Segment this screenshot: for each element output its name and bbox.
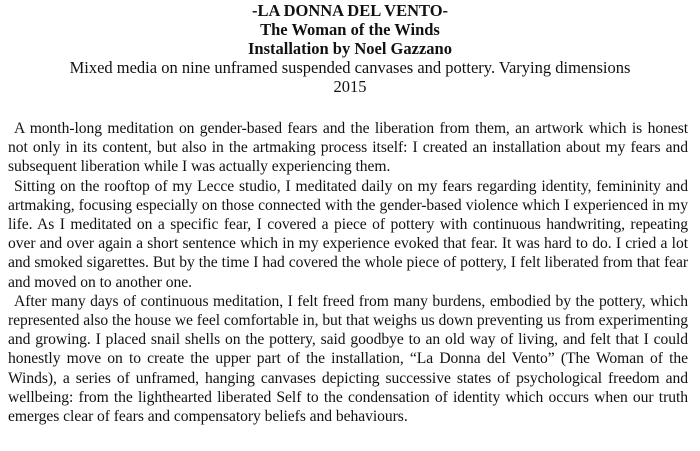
statement-paragraph-3: After many days of continuous meditation, I felt freed from many burdens, embodied by the pottery, which represented also the house we feel comfortable in, but that weighs us down preventing us from experimenting and growing. I placed snail shells on the pottery, said goodbye to an old way of living, and felt that I could honestly move on to create the upper part of the installation, “La Donna del Vento” (The Woman of the Winds), a series of unframed, hanging canvases depicting successive states of psychological freedom and wellbeing: from the lighthearted liberated Self to the condensation of identity which occurs when our truth emerges clear of fears and compensatory beliefs and behaviours. <box>8 292 688 426</box>
artwork-title: -LA DONNA DEL VENTO- <box>251 1 449 20</box>
artwork-year: 2015 <box>333 77 367 96</box>
statement-paragraph-2: Sitting on the rooftop of my Lecce studio, I meditated daily on my fears regarding identity, femininity and artmaking, focusing especially on those connected with the gender-based violence which I experienced in my life. As I meditated on a specific fear, I covered a piece of pottery with continuous handwriting, repeating over and over again a short sentence which in my experience evoked that fear. It was hard to do. I cried a lot and smoked sigarettes. But by the time I had covered the whole piece of pottery, I felt liberated from that fear and moved on to another one. <box>8 177 688 291</box>
artist-credit: Installation by Noel Gazzano <box>248 39 452 58</box>
document-header <box>0 1 700 96</box>
artwork-subtitle: The Woman of the Winds <box>260 20 440 39</box>
statement-paragraph-1: A month-long meditation on gender-based fears and the liberation from them, an artwork which is honest not only in its content, but also in the artmaking process itself: I created an installation about my fears and subsequent liberation while I was actually experiencing them. <box>8 120 688 176</box>
artist-statement <box>8 119 688 426</box>
artwork-medium: Mixed media on nine unframed suspended canvases and pottery. Varying dimensions <box>69 58 631 77</box>
